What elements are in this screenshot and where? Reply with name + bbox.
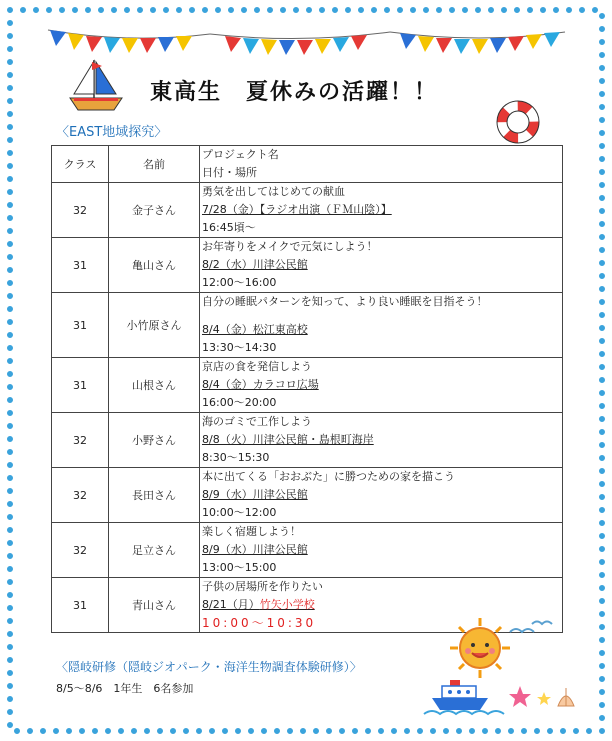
project-title: 楽しく宿題しよう！	[202, 525, 301, 538]
cell-project	[200, 523, 563, 578]
cell-class: 31	[52, 293, 109, 358]
project-time: 10:00～10:30	[202, 616, 317, 630]
cell-project	[200, 183, 563, 238]
table-row	[52, 523, 563, 578]
sea-decoration	[420, 608, 600, 720]
cell-project	[200, 413, 563, 468]
cell-project	[200, 293, 563, 358]
project-title: 勇気を出してはじめての献血	[202, 185, 345, 198]
page-title: 東高生 夏休みの活躍！！	[150, 80, 439, 105]
table-row	[52, 413, 563, 468]
project-time: 10:00～12:00	[202, 506, 277, 519]
cell-class: 32	[52, 523, 109, 578]
project-date-place: 8/9（水）川津公民館	[202, 488, 308, 501]
project-title: お年寄りをメイクで元気にしよう！	[202, 240, 378, 253]
life-ring-icon	[496, 100, 540, 144]
project-time: 13:30～14:30	[202, 341, 277, 354]
starfish-icon	[509, 686, 551, 707]
cell-project	[200, 468, 563, 523]
cell-class: 31	[52, 578, 109, 633]
table-row	[52, 358, 563, 413]
project-title: 京店の食を発信しよう	[202, 360, 312, 373]
header-project-name: プロジェクト名	[202, 148, 279, 161]
header-class: クラス	[52, 146, 109, 183]
oki-note: 8/5～8/6 1年生 6名参加	[56, 682, 194, 695]
section-heading-east: 〈EAST地域探究〉	[56, 125, 168, 140]
table-row	[52, 293, 563, 358]
project-time: 13:00～15:00	[202, 561, 277, 574]
shell-icon	[558, 688, 574, 706]
header-date-place: 日付・場所	[202, 166, 257, 179]
project-title: 自分の睡眠パターンを知って、より良い睡眠を目指そう！	[202, 295, 488, 308]
cell-name: 金子さん	[109, 183, 200, 238]
cell-class: 31	[52, 358, 109, 413]
project-time: 16:45頃～	[202, 221, 256, 234]
table-row	[52, 468, 563, 523]
cell-name: 小竹原さん	[109, 293, 200, 358]
table-row	[52, 183, 563, 238]
project-place: 竹矢小学校	[259, 598, 315, 611]
project-date: 8/21（月）	[202, 598, 260, 611]
cell-name: 山根さん	[109, 358, 200, 413]
project-date-place: 8/4（金）カラコロ広場	[202, 378, 319, 391]
spacer	[202, 311, 562, 321]
cell-project	[200, 238, 563, 293]
seagull-icon	[510, 622, 552, 633]
project-date-place: 8/8（火）川津公民館・島根町海岸	[202, 433, 374, 446]
project-date-place: 7/28（金）【ラジオ出演（ＦＭ山陰）】	[202, 203, 392, 216]
project-time: 12:00～16:00	[202, 276, 277, 289]
project-date-place: 8/9（水）川津公民館	[202, 543, 308, 556]
cell-name: 長田さん	[109, 468, 200, 523]
header-name: 名前	[109, 146, 200, 183]
project-title: 子供の居場所を作りたい	[202, 580, 323, 593]
cell-class: 31	[52, 238, 109, 293]
cell-class: 32	[52, 468, 109, 523]
project-title: 本に出てくる「おおぶた」に勝つための家を描こう	[202, 470, 455, 483]
header-project	[200, 146, 563, 183]
project-title: 海のゴミで工作しよう	[202, 415, 312, 428]
cell-project	[200, 358, 563, 413]
cell-name: 足立さん	[109, 523, 200, 578]
project-time: 16:00～20:00	[202, 396, 277, 409]
cell-name: 小野さん	[109, 413, 200, 468]
cell-class: 32	[52, 413, 109, 468]
cell-name: 青山さん	[109, 578, 200, 633]
cell-class: 32	[52, 183, 109, 238]
cell-name: 亀山さん	[109, 238, 200, 293]
project-date-place: 8/2（水）川津公民館	[202, 258, 308, 271]
table-header-row	[52, 146, 563, 183]
sailboat-icon	[66, 58, 126, 112]
project-table	[51, 145, 563, 633]
table-row	[52, 238, 563, 293]
project-time: 8:30～15:30	[202, 451, 270, 464]
section-heading-oki: 〈隠岐研修（隠岐ジオパーク・海洋生物調査体験研修）〉	[56, 660, 362, 674]
sun-icon	[450, 618, 510, 678]
ship-icon	[424, 680, 504, 714]
project-date-place: 8/4（金）松江東高校	[202, 323, 308, 336]
